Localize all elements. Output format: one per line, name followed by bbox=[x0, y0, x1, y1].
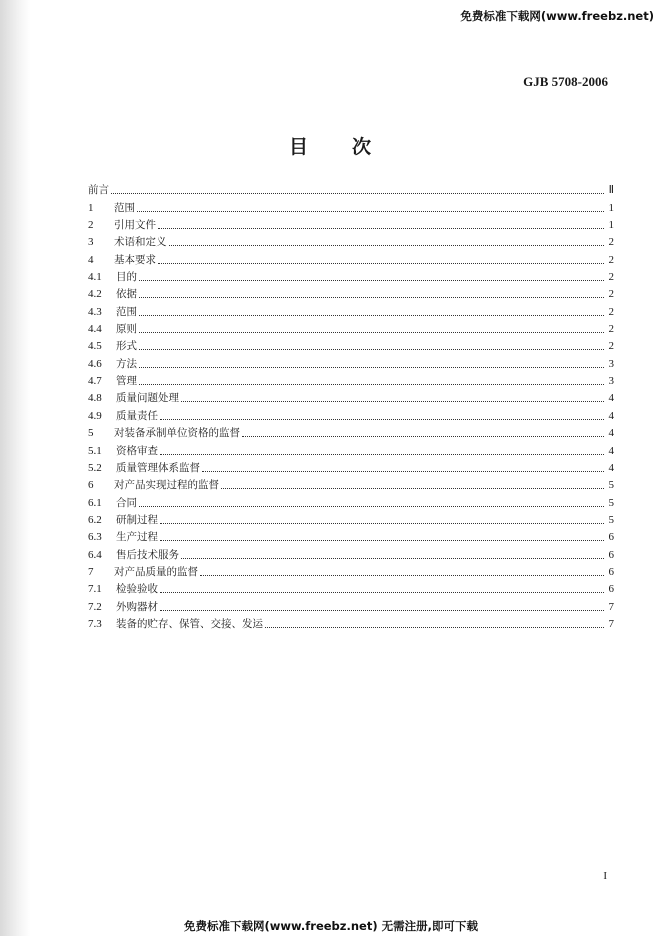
toc-entry-number: 4 bbox=[88, 253, 94, 266]
toc-entry-number: 4.6 bbox=[88, 357, 102, 370]
toc-entry-title: 引用文件 bbox=[114, 219, 156, 232]
toc-leader-dots bbox=[158, 227, 604, 229]
toc-entry[interactable] bbox=[88, 544, 614, 561]
toc-leader-dots bbox=[265, 626, 604, 628]
toc-entry-number: 4.3 bbox=[88, 305, 102, 318]
toc-entry-page: 6 bbox=[608, 583, 614, 596]
toc-entry-title: 装备的贮存、保管、交接、发运 bbox=[116, 617, 263, 630]
toc-entry-number: 6.4 bbox=[88, 548, 102, 561]
toc-entry-page: 1 bbox=[608, 201, 614, 214]
toc-entry[interactable] bbox=[88, 215, 614, 232]
toc-entry-page: 3 bbox=[608, 357, 614, 370]
toc-entry-number: 4.1 bbox=[88, 271, 102, 284]
toc-entry[interactable] bbox=[88, 614, 614, 631]
toc-leader-dots bbox=[139, 366, 604, 368]
page-title: 目 次 bbox=[288, 136, 373, 158]
toc-entry-page: 2 bbox=[608, 236, 614, 249]
toc-leader-dots bbox=[139, 296, 604, 298]
toc-leader-dots bbox=[160, 418, 604, 420]
toc-leader-dots bbox=[160, 609, 604, 611]
toc-entry-page: 6 bbox=[608, 531, 614, 544]
toc-leader-dots bbox=[139, 279, 604, 281]
toc-entry-page: 4 bbox=[608, 392, 614, 405]
toc-leader-dots bbox=[139, 331, 604, 333]
toc-entry-foreword[interactable] bbox=[88, 180, 614, 197]
toc-entry-number: 6 bbox=[88, 479, 94, 492]
toc-entry-title: 资格审查 bbox=[116, 444, 158, 457]
toc-leader-dots bbox=[242, 435, 604, 437]
toc-entry-number: 1 bbox=[88, 201, 94, 214]
toc-entry[interactable] bbox=[88, 249, 614, 266]
toc-entry[interactable] bbox=[88, 596, 614, 613]
toc-entry-page: 5 bbox=[608, 479, 614, 492]
toc-entry-number: 7.2 bbox=[88, 600, 102, 613]
toc-entry-title: 形式 bbox=[116, 340, 137, 353]
toc-entry-title: 对产品质量的监督 bbox=[114, 565, 198, 578]
toc-entry-page: 4 bbox=[608, 444, 614, 457]
toc-leader-dots bbox=[139, 348, 604, 350]
toc-entry[interactable] bbox=[88, 371, 614, 388]
toc-entry-page: 2 bbox=[608, 271, 614, 284]
toc-entry[interactable] bbox=[88, 336, 614, 353]
toc-entry-title: 范围 bbox=[116, 305, 137, 318]
toc-leader-dots bbox=[181, 400, 604, 402]
toc-entry-page: 4 bbox=[608, 409, 614, 422]
toc-entry-page: 4 bbox=[608, 427, 614, 440]
toc-entry-number: 2 bbox=[88, 219, 94, 232]
toc-entry-page: 2 bbox=[608, 253, 614, 266]
toc-entry-number: 6.2 bbox=[88, 513, 102, 526]
toc-entry-page: 5 bbox=[608, 513, 614, 526]
toc-leader-dots bbox=[202, 470, 604, 472]
toc-entry-number: 4.2 bbox=[88, 288, 102, 301]
toc-entry[interactable] bbox=[88, 301, 614, 318]
toc-entry-title: 范围 bbox=[114, 201, 135, 214]
toc-entry-title: 前言 bbox=[88, 184, 109, 197]
toc-entry-page: 1 bbox=[608, 219, 614, 232]
toc-entry-page: 2 bbox=[608, 340, 614, 353]
toc-entry-page: 4 bbox=[608, 461, 614, 474]
toc-leader-dots bbox=[181, 557, 604, 559]
toc-leader-dots bbox=[158, 262, 604, 264]
toc-entry[interactable] bbox=[88, 562, 614, 579]
toc-entry-title: 方法 bbox=[116, 357, 137, 370]
toc-entry[interactable] bbox=[88, 510, 614, 527]
toc-entry-number: 6.1 bbox=[88, 496, 102, 509]
toc-entry-title: 生产过程 bbox=[116, 531, 158, 544]
toc-entry-title: 对产品实现过程的监督 bbox=[114, 479, 219, 492]
toc-entry-page: 7 bbox=[608, 617, 614, 630]
toc-entry[interactable] bbox=[88, 475, 614, 492]
table-of-contents bbox=[88, 180, 614, 631]
toc-entry[interactable] bbox=[88, 232, 614, 249]
toc-entry-title: 售后技术服务 bbox=[116, 548, 179, 561]
toc-entry-title: 目的 bbox=[116, 271, 137, 284]
toc-entry-page: 5 bbox=[608, 496, 614, 509]
toc-leader-dots bbox=[139, 383, 604, 385]
toc-entry-title: 检验验收 bbox=[116, 583, 158, 596]
toc-entry-page: 2 bbox=[608, 288, 614, 301]
toc-entry-title: 质量管理体系监督 bbox=[116, 461, 200, 474]
toc-entry-title: 研制过程 bbox=[116, 513, 158, 526]
toc-entry-number: 7.3 bbox=[88, 617, 102, 630]
toc-entry-number: 5.1 bbox=[88, 444, 102, 457]
toc-entry[interactable] bbox=[88, 405, 614, 422]
toc-leader-dots bbox=[137, 210, 604, 212]
toc-entry[interactable] bbox=[88, 197, 614, 214]
toc-entry-page: 7 bbox=[608, 600, 614, 613]
toc-entry-title: 术语和定义 bbox=[114, 236, 167, 249]
toc-entry[interactable] bbox=[88, 527, 614, 544]
toc-entry[interactable] bbox=[88, 353, 614, 370]
toc-leader-dots bbox=[139, 314, 604, 316]
toc-entry[interactable] bbox=[88, 423, 614, 440]
toc-entry[interactable] bbox=[88, 284, 614, 301]
toc-entry-title: 管理 bbox=[116, 375, 137, 388]
toc-entry-page: 2 bbox=[608, 305, 614, 318]
toc-entry-page: 6 bbox=[608, 565, 614, 578]
toc-leader-dots bbox=[221, 487, 604, 489]
toc-entry-page: Ⅱ bbox=[608, 184, 614, 197]
toc-entry-number: 6.3 bbox=[88, 531, 102, 544]
toc-entry-title: 基本要求 bbox=[114, 253, 156, 266]
top-banner: 免费标准下载网(www.freebz.net) bbox=[460, 9, 654, 23]
toc-entry-number: 3 bbox=[88, 236, 94, 249]
toc-entry[interactable] bbox=[88, 267, 614, 284]
toc-entry-page: 2 bbox=[608, 323, 614, 336]
toc-entry-title: 外购器材 bbox=[116, 600, 158, 613]
toc-entry-number: 7 bbox=[88, 565, 94, 578]
toc-leader-dots bbox=[169, 244, 605, 246]
standard-code: GJB 5708-2006 bbox=[523, 74, 608, 89]
toc-entry-title: 质量责任 bbox=[116, 409, 158, 422]
toc-leader-dots bbox=[200, 574, 604, 576]
toc-entry-number: 4.7 bbox=[88, 375, 102, 388]
toc-entry[interactable] bbox=[88, 579, 614, 596]
toc-leader-dots bbox=[160, 522, 604, 524]
toc-entry-number: 4.5 bbox=[88, 340, 102, 353]
toc-leader-dots bbox=[160, 539, 604, 541]
toc-entry-title: 合同 bbox=[116, 496, 137, 509]
toc-entry-number: 5 bbox=[88, 427, 94, 440]
toc-leader-dots bbox=[139, 505, 604, 507]
toc-entry-title: 对装备承制单位资格的监督 bbox=[114, 427, 240, 440]
bottom-banner: 免费标准下载网(www.freebz.net) 无需注册,即可下载 bbox=[184, 919, 478, 933]
toc-entry-title: 原则 bbox=[116, 323, 137, 336]
toc-leader-dots bbox=[111, 192, 604, 194]
toc-entry-number: 4.8 bbox=[88, 392, 102, 405]
toc-entry-number: 4.4 bbox=[88, 323, 102, 336]
toc-entry-number: 7.1 bbox=[88, 583, 102, 596]
toc-leader-dots bbox=[160, 591, 604, 593]
toc-entry-title: 依据 bbox=[116, 288, 137, 301]
toc-entry-title: 质量问题处理 bbox=[116, 392, 179, 405]
toc-leader-dots bbox=[160, 453, 604, 455]
toc-entry[interactable] bbox=[88, 388, 614, 405]
toc-entry[interactable] bbox=[88, 458, 614, 475]
toc-entry-page: 3 bbox=[608, 375, 614, 388]
toc-entry[interactable] bbox=[88, 492, 614, 509]
toc-entry-number: 4.9 bbox=[88, 409, 102, 422]
toc-entry-page: 6 bbox=[608, 548, 614, 561]
toc-entry[interactable] bbox=[88, 440, 614, 457]
toc-entry[interactable] bbox=[88, 319, 614, 336]
toc-entry-number: 5.2 bbox=[88, 461, 102, 474]
page-number: I bbox=[603, 870, 607, 882]
